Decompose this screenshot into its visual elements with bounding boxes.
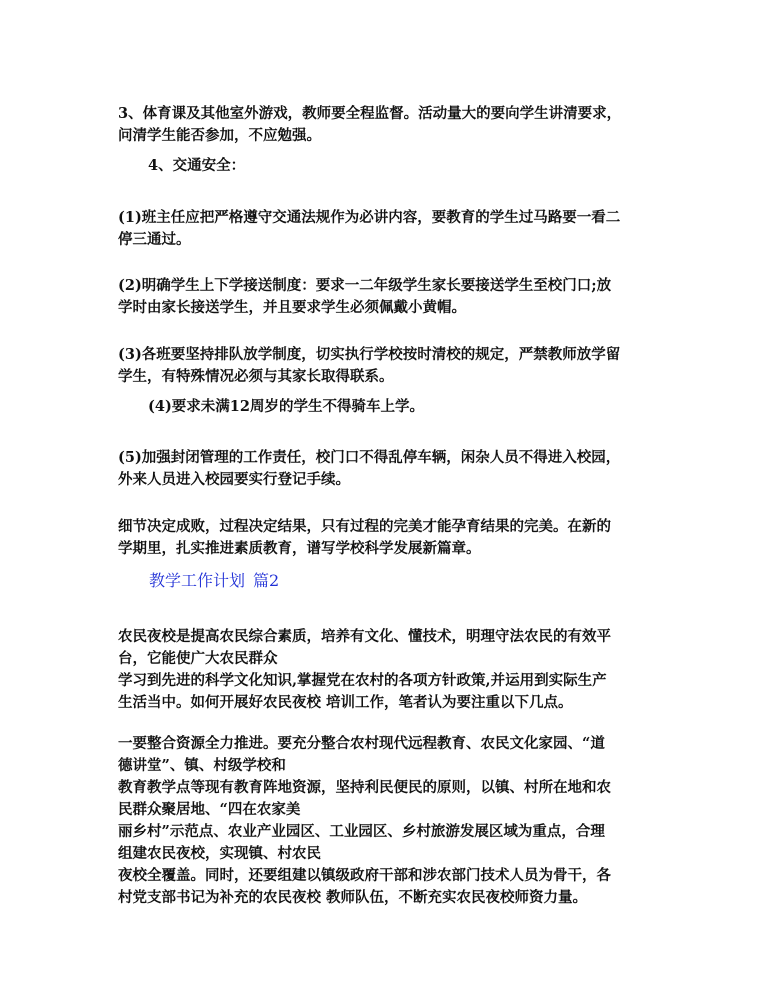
text-line: (5)加强封闭管理的工作责任，校门口不得乱停车辆，闲杂人员不得进入校园， bbox=[118, 449, 621, 466]
text-line: (3)各班要坚持排队放学制度，切实执行学校按时清校的规定，严禁教师放学留 bbox=[118, 346, 621, 363]
text-line: 村党支部书记为补充的农民夜校 教师队伍，不断充实农民夜校师资力量。 bbox=[118, 889, 588, 906]
paragraph-traffic-rule-1 bbox=[118, 207, 666, 251]
text-line: 问清学生能否参加，不应勉强。 bbox=[118, 127, 321, 144]
paragraph-traffic-rule-5 bbox=[118, 447, 666, 491]
text-line: 组建农民夜校，实现镇、村农民 bbox=[118, 845, 321, 862]
text-line: 丽乡村”示范点、农业产业园区、工业园区、乡村旅游发展区域为重点，合理 bbox=[118, 823, 605, 840]
paragraph-conclusion bbox=[118, 516, 666, 560]
text-line: (1)班主任应把严格遵守交通法规作为必讲内容，要教育的学生过马路要一看二 bbox=[118, 209, 621, 226]
heading-suffix: 篇2 bbox=[253, 571, 280, 590]
text-line: 学生，有特殊情况必须与其家长取得联系。 bbox=[118, 368, 394, 385]
paragraph-pe-safety bbox=[118, 103, 666, 147]
text-line: 学期里，扎实推进素质教育，谱写学校科学发展新篇章。 bbox=[118, 540, 481, 557]
text-line: 农民夜校是提高农民综合素质，培养有文化、懂技术，明理守法农民的有效平 bbox=[118, 628, 611, 645]
text-line: 学时由家长接送学生，并且要求学生必须佩戴小黄帽。 bbox=[118, 299, 466, 316]
text-line: 学习到先进的科学文化知识,掌握党在农村的各项方针政策,并运用到实际生产 bbox=[118, 672, 607, 689]
text-line: (4)要求未满12周岁的学生不得骑车上学。 bbox=[148, 398, 424, 415]
text-line: 停三通过。 bbox=[118, 231, 191, 248]
text-line: 民群众聚居地、“四在农家美 bbox=[118, 801, 301, 818]
paragraph-night-school-intro bbox=[118, 626, 666, 714]
section-traffic-safety bbox=[148, 155, 666, 177]
section-heading bbox=[149, 570, 287, 592]
text-line: 生活当中。如何开展好农民夜校 培训工作，笔者认为要注重以下几点。 bbox=[118, 694, 573, 711]
text-line: 台，它能使广大农民群众 bbox=[118, 650, 278, 667]
text-line: 外来人员进入校园要实行登记手续。 bbox=[118, 471, 350, 488]
text-line: (2)明确学生上下学接送制度：要求一二年级学生家长要接送学生至校门口;放 bbox=[118, 277, 612, 294]
text-line: 夜校全覆盖。同时，还要组建以镇级政府干部和涉农部门技术人员为骨干，各 bbox=[118, 867, 611, 884]
text-line: 德讲堂”、镇、村级学校和 bbox=[118, 757, 286, 774]
text-line: 4、交通安全： bbox=[148, 157, 246, 174]
text-line: 教育教学点等现有教育阵地资源，坚持利民便民的原则，以镇、村所在地和农 bbox=[118, 779, 611, 796]
text-line: 3、体育课及其他室外游戏，教师要全程监督。活动量大的要向学生讲清要求， bbox=[118, 105, 622, 122]
paragraph-traffic-rule-3 bbox=[118, 344, 666, 388]
heading-title: 教学工作计划 bbox=[149, 571, 246, 590]
text-line: 细节决定成败，过程决定结果，只有过程的完美才能孕育结果的完美。在新的 bbox=[118, 518, 611, 535]
text-line: 一要整合资源全力推进。要充分整合农村现代远程教育、农民文化家园、“道 bbox=[118, 735, 605, 752]
paragraph-traffic-rule-4 bbox=[148, 396, 666, 418]
paragraph-traffic-rule-2 bbox=[118, 275, 666, 319]
paragraph-integrate-resources bbox=[118, 733, 666, 909]
